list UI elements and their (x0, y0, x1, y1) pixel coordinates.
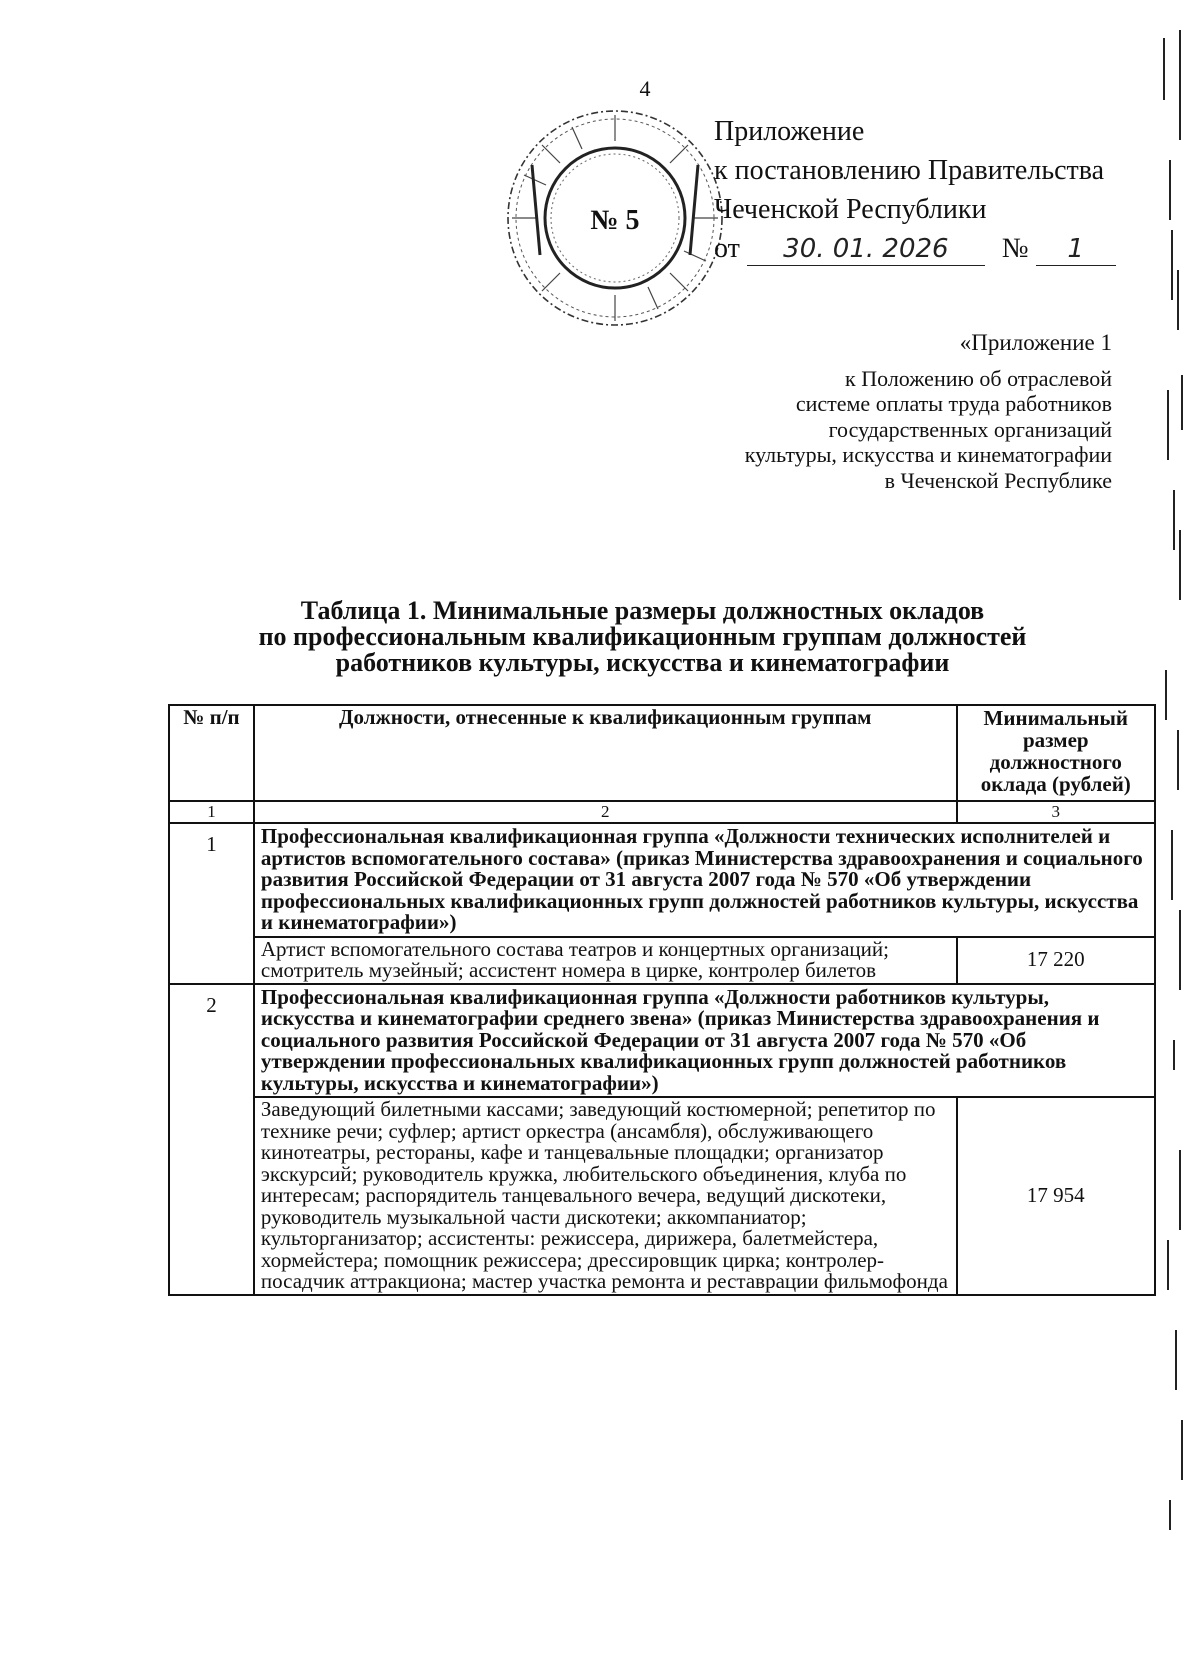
approval-title: Приложение (714, 116, 865, 147)
approval-block (714, 112, 1116, 268)
handwritten-number: 1 (1036, 233, 1116, 266)
table-row (169, 823, 1155, 937)
group-positions: Заведующий билетными кассами; заведующий костюмерной; репетитор по технике речи; суфлер; артист оркестра (ансамбля), обслуживающего кинотеатры, рестораны, кафе и танцевальные площадки; организатор экскурсий; руководитель кружка, любительского объединения, клуба по интересам; распорядитель танцевального вечера, ведущий дискотеки, руководитель музыкальной части дискотеки; аккомпаниатор; культорганизатор; ассистенты: режиссера, дирижера, балетмейстера, хормейстера; помощник режиссера; дрессировщик цирка; контролер-посадчик аттракциона; мастер участка ремонта и реставрации фильмофонда (254, 1097, 957, 1295)
group-title: Профессиональная квалификационная группа «Должности технических исполнителей и артистов вспомогательного состава» (приказ Министерства здравоохранения и социального развития Российской Федерации от 31 августа 2007 года № 570 «Об утверждении профессиональных квалификационных групп должностей работников культуры, искусства и кинематографии») (254, 823, 1155, 937)
appendix-reference-line: в Чеченской Республике (884, 467, 1112, 493)
date-prefix: от (714, 233, 740, 264)
group-salary: 17 220 (957, 937, 1155, 984)
group-number: 1 (169, 823, 254, 984)
table-row (169, 937, 1155, 984)
table-title-line: работников культуры, искусства и кинематографии (335, 648, 950, 677)
group-number: 2 (169, 984, 254, 1295)
approval-date-line (714, 229, 1116, 268)
column-index: 1 (169, 801, 254, 823)
appendix-reference-line: государственных организаций (828, 416, 1112, 442)
handwritten-date: 30. 01. 2026 (747, 233, 985, 266)
appendix-reference-line: к Положению об отраслевой (845, 365, 1112, 391)
group-positions: Артист вспомогательного состава театров и концертных организаций; смотритель музейный; ассистент номера в цирке, контролер билетов (254, 937, 957, 984)
appendix-reference-line: культуры, искусства и кинематографии (744, 442, 1112, 467)
table-title-line: по профессиональным квалификационным группам должностей (258, 622, 1027, 651)
table-row (169, 984, 1155, 1098)
header-position: Должности, отнесенные к квалификационным группам (254, 705, 957, 801)
appendix-reference-line: системе оплаты труда работников (795, 391, 1112, 416)
appendix-reference-title: «Приложение 1 (959, 330, 1112, 355)
group-salary: 17 954 (957, 1097, 1155, 1295)
seal-number: № 5 (590, 205, 640, 236)
table-title (0, 598, 1200, 676)
page-number: 4 (639, 76, 651, 101)
group-title: Профессиональная квалификационная группа «Должности работников культуры, искусства и кинематографии среднего звена» (приказ Министерства здравоохранения и социального развития Российской Федерации от 31 августа 2007 года № 570 «Об утверждении профессиональных квалификационных групп должностей работников культуры, искусства и кинематографии») (254, 984, 1155, 1098)
column-index-row (169, 801, 1155, 823)
number-prefix: № (1001, 233, 1029, 264)
official-seal (502, 105, 728, 331)
table-title-line: Таблица 1. Минимальные размеры должностных окладов (300, 596, 985, 625)
column-index: 3 (957, 801, 1155, 823)
table-row (169, 1097, 1155, 1295)
approval-decree: к постановлению Правительства (714, 155, 1105, 186)
salary-table (168, 704, 1156, 1296)
header-salary: Минимальный размер должностного оклада (рублей) (957, 705, 1155, 801)
column-index: 2 (254, 801, 957, 823)
appendix-reference (745, 330, 1112, 493)
scan-edge-marks (1150, 30, 1190, 1590)
table-header-row (169, 705, 1155, 801)
header-num: № п/п (169, 705, 254, 801)
approval-republic: Чеченской Республики (714, 194, 987, 225)
